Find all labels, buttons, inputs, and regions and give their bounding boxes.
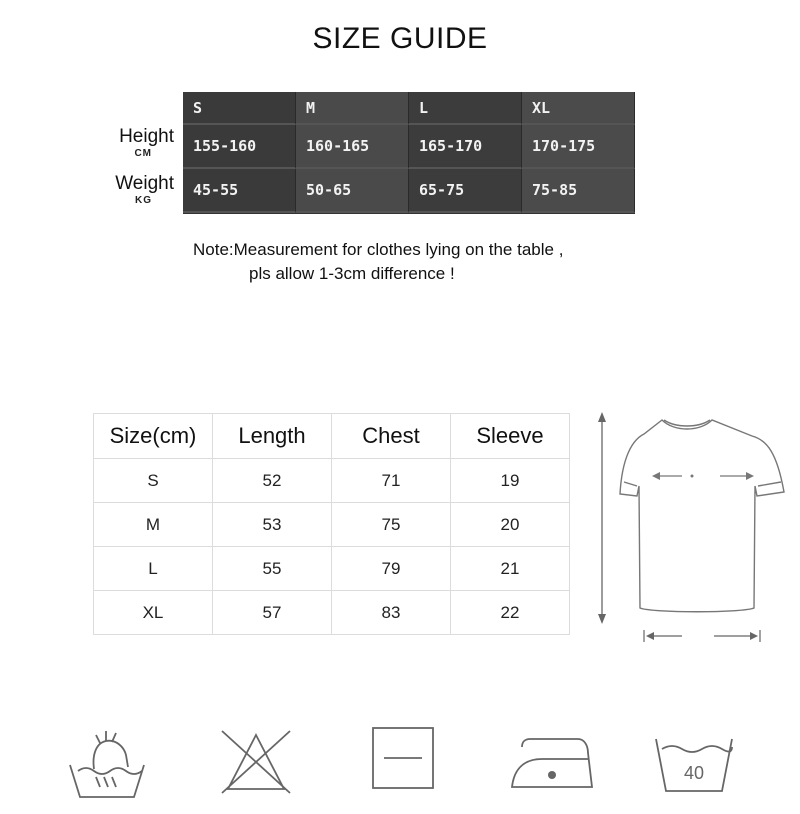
cell-size: XL <box>94 591 213 635</box>
weight-label: Weight <box>115 173 174 194</box>
cell-length: 53 <box>213 503 332 547</box>
chest-arrow-icon <box>652 472 754 480</box>
table-row <box>94 503 570 547</box>
note-line-2: pls allow 1-3cm difference ! <box>249 264 455 283</box>
height-unit: CM <box>134 148 152 159</box>
wash-temperature-label: 40 <box>683 763 705 783</box>
cell-chest: 71 <box>332 459 451 503</box>
size-header-l: L <box>409 92 522 125</box>
weight-s: 45-55 <box>183 169 296 213</box>
header-length: Length <box>213 414 332 459</box>
weight-xl: 75-85 <box>522 169 635 213</box>
body-size-chart <box>183 92 635 214</box>
cell-sleeve: 20 <box>451 503 570 547</box>
wash-40-icon <box>652 725 736 797</box>
cell-size: L <box>94 547 213 591</box>
weight-m: 50-65 <box>296 169 409 213</box>
iron-low-heat-icon <box>508 725 596 791</box>
cell-sleeve: 22 <box>451 591 570 635</box>
height-row-label <box>119 126 174 159</box>
height-m: 160-165 <box>296 125 409 169</box>
weight-row-label <box>115 173 174 206</box>
cell-size: S <box>94 459 213 503</box>
height-label: Height <box>119 126 174 147</box>
table-header-row <box>94 414 570 459</box>
size-header-m: M <box>296 92 409 125</box>
cell-length: 55 <box>213 547 332 591</box>
cell-length: 52 <box>213 459 332 503</box>
height-l: 165-170 <box>409 125 522 169</box>
height-xl: 170-175 <box>522 125 635 169</box>
cell-sleeve: 19 <box>451 459 570 503</box>
header-sleeve: Sleeve <box>451 414 570 459</box>
cell-chest: 75 <box>332 503 451 547</box>
cell-length: 57 <box>213 591 332 635</box>
tshirt-icon <box>620 420 784 612</box>
length-arrow-icon <box>598 412 606 624</box>
weight-unit: KG <box>135 195 152 206</box>
size-header-s: S <box>183 92 296 125</box>
header-chest: Chest <box>332 414 451 459</box>
height-s: 155-160 <box>183 125 296 169</box>
table-row <box>94 459 570 503</box>
weight-l: 65-75 <box>409 169 522 213</box>
hand-wash-icon <box>66 725 148 800</box>
cell-sleeve: 21 <box>451 547 570 591</box>
dry-flat-icon <box>370 725 436 791</box>
tshirt-measurement-diagram <box>592 408 792 648</box>
cell-chest: 79 <box>332 547 451 591</box>
do-not-bleach-icon <box>218 725 294 797</box>
measurement-note <box>193 238 563 286</box>
page-title: SIZE GUIDE <box>312 22 488 55</box>
size-header-xl: XL <box>522 92 635 125</box>
table-row <box>94 591 570 635</box>
cell-size: M <box>94 503 213 547</box>
table-row <box>94 547 570 591</box>
header-size: Size(cm) <box>94 414 213 459</box>
cell-chest: 83 <box>332 591 451 635</box>
note-line-1: Note:Measurement for clothes lying on the table , <box>193 240 564 259</box>
measurement-table <box>93 413 570 635</box>
width-arrow-icon <box>644 630 760 642</box>
